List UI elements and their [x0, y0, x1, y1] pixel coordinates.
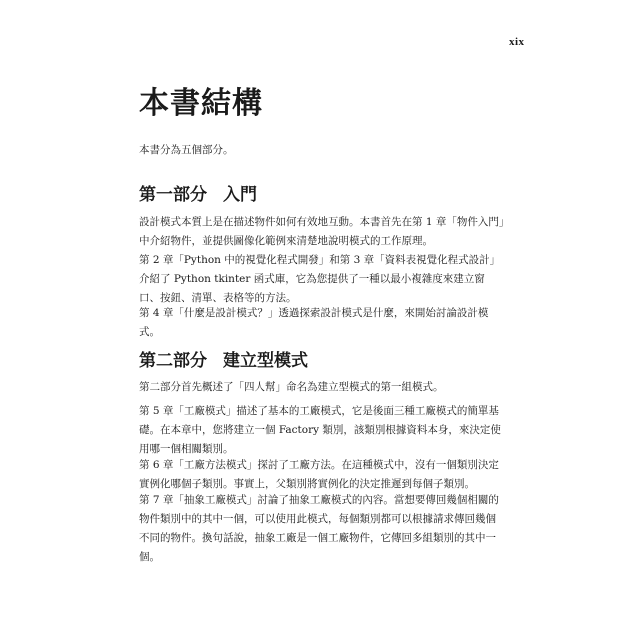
part1-paragraph-1: 設計模式本質上是在描述物件如何有效地互動。本書首先在第 1 章「物件入門」中介紹物件，並提供圖像化範例來清楚地說明模式的工作原理。 — [139, 216, 505, 247]
part2-heading — [139, 346, 308, 371]
part2-paragraph-1: 第二部分首先概述了「四人幫」命名為建立型模式的第一組模式。 — [139, 381, 444, 393]
page-title: 本書結構 — [139, 86, 263, 121]
part1-name: 入門 — [223, 185, 257, 205]
part2-name: 建立型模式 — [223, 351, 308, 371]
part2-paragraph-3: 第 6 章「工廠方法模式」探討了工廠方法。在這種模式中，沒有一個類別決定實例化哪個子類別。事實上，父類別將實例化的決定推遲到每個子類別。 — [139, 459, 499, 490]
part1-paragraph-2: 第 2 章「Python 中的視覺化程式開發」和第 3 章「資料表視覺化程式設計」介紹了 Python tkinter 函式庫，它為您提供了一種以最小複雜度來建立窗口、按鈕、清單、表格等的方法。 — [139, 254, 501, 304]
part1-heading — [139, 180, 257, 205]
page-number: xix — [509, 36, 525, 48]
part2-number: 第二部分 — [139, 351, 207, 371]
intro-paragraph: 本書分為五個部分。 — [139, 144, 234, 156]
part2-paragraph-4: 第 7 章「抽象工廠模式」討論了抽象工廠模式的內容。當想要傳回幾個相關的物件類別中的其中一個，可以使用此模式，每個類別都可以根據請求傳回幾個不同的物件。換句話說，抽象工廠是一個工廠物件，它傳回多組類別的其中一個。 — [139, 494, 499, 563]
part2-paragraph-2: 第 5 章「工廠模式」描述了基本的工廠模式，它是後面三種工廠模式的簡單基礎。在本章中，您將建立一個 Factory 類別，該類別根據資料本身，來決定使用哪一個相關類別。 — [139, 405, 501, 455]
part1-number: 第一部分 — [139, 185, 207, 205]
part1-paragraph-3: 第 4 章「什麼是設計模式？」透過探索設計模式是什麼，來開始討論設計模式。 — [139, 307, 489, 338]
